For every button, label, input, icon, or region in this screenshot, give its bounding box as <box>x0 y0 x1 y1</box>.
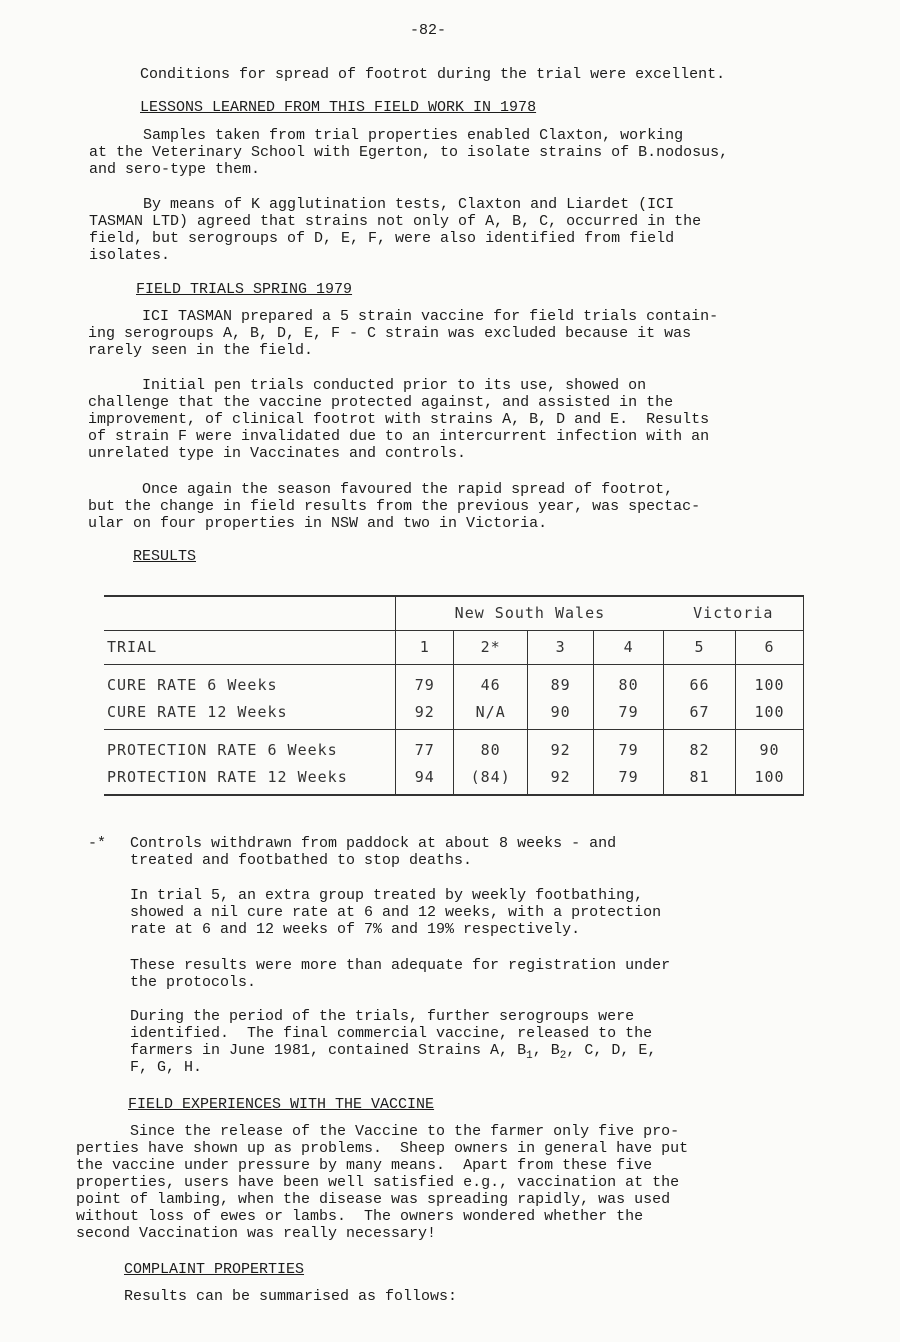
trial-number: 5 <box>664 631 736 665</box>
period-line-3-mid: , B <box>532 1042 560 1059</box>
paragraph-summarised: Results can be summarised as follows: <box>124 1288 458 1305</box>
table-row <box>104 730 804 765</box>
table-header-regions <box>104 596 804 631</box>
row-label: PROTECTION RATE 12 Weeks <box>104 764 396 795</box>
table-cell: 81 <box>664 764 736 795</box>
region-new-south-wales: New South Wales <box>396 596 664 631</box>
paragraph-conditions: Conditions for spread of footrot during the trial were excellent. <box>140 66 726 83</box>
table-cell: 79 <box>594 764 664 795</box>
table-cell: 89 <box>528 665 594 700</box>
trial-number: 4 <box>594 631 664 665</box>
footnote-controls: Controls withdrawn from paddock at about 8 weeks - and treated and footbathed to stop deaths. <box>130 835 617 869</box>
table-cell: 66 <box>664 665 736 700</box>
table-cell: 79 <box>396 665 454 700</box>
row-label: CURE RATE 6 Weeks <box>104 665 396 700</box>
period-line-1: During the period of the trials, further serogroups were <box>130 1008 635 1025</box>
table-cell: 82 <box>664 730 736 765</box>
table-cell: 67 <box>664 699 736 730</box>
paragraph-trial-5: In trial 5, an extra group treated by weekly footbathing, showed a nil cure rate at 6 and 12 weeks, with a protection rate at 6 and 12 weeks of 7% and 19% respectively. <box>130 887 662 938</box>
trial-number: 1 <box>396 631 454 665</box>
table-cell: 90 <box>736 730 804 765</box>
trial-number: 6 <box>736 631 804 665</box>
table-cell: 80 <box>454 730 528 765</box>
heading-complaint-properties: COMPLAINT PROPERTIES <box>124 1261 305 1278</box>
paragraph-agglutination: By means of K agglutination tests, Claxton and Liardet (ICI TASMAN LTD) agreed that strains not only of A, B, C, occurred in the field, but serogroups of D, E, F, were also identified from field isolates. <box>89 196 702 264</box>
results-table <box>104 595 804 796</box>
paragraph-season: Once again the season favoured the rapid spread of footrot, but the change in field results from the previous year, was spectac- ular on four properties in NSW and two in Victoria. <box>88 481 701 532</box>
period-line-2: identified. The final commercial vaccine, released to the <box>130 1025 653 1042</box>
subscript-1: 1 <box>526 1050 533 1062</box>
row-label: CURE RATE 12 Weeks <box>107 702 288 721</box>
table-row <box>104 764 804 795</box>
paragraph-since-release: Since the release of the Vaccine to the farmer only five pro- perties have shown up as problems. Sheep owners in general have put the vaccine under pressure by many means. Apart from these five properties, users have been well satisfied e.g., vaccination at the point of lambing, when the disease was spreading rapidly, was used without loss of ewes or lambs. The owners wondered whether the second Vaccination was really necessary! <box>76 1123 689 1242</box>
table-header-trials <box>104 631 804 665</box>
table-cell: 100 <box>736 665 804 700</box>
table-cell: 79 <box>594 730 664 765</box>
region-victoria: Victoria <box>664 596 804 631</box>
heading-field-experiences: FIELD EXPERIENCES WITH THE VACCINE <box>128 1096 435 1113</box>
table-cell: 94 <box>396 764 454 795</box>
paragraph-pen-trials: Initial pen trials conducted prior to its use, showed on challenge that the vaccine protected against, and assisted in the improvement, of clinical footrot with strains A, B, D and E. Results of strain F were invalidated due to an intercurrent infection with an unrelated type in Vaccinates and controls. <box>88 377 710 462</box>
subscript-2: 2 <box>559 1050 567 1062</box>
table-cell: 100 <box>736 764 804 795</box>
table-cell: N/A <box>454 699 528 730</box>
paragraph-trial-period <box>130 1008 656 1076</box>
paragraph-samples: Samples taken from trial properties enabled Claxton, working at the Veterinary School with Egerton, to isolate strains of B.nodosus, and sero-type them. <box>89 127 729 178</box>
trial-number: 3 <box>528 631 594 665</box>
period-line-3-end: , C, D, E, <box>566 1042 657 1059</box>
table-row <box>104 665 804 700</box>
table-cell: 46 <box>454 665 528 700</box>
table-cell: 100 <box>736 699 804 730</box>
period-line-4: F, G, H. <box>130 1059 203 1076</box>
paragraph-adequate: These results were more than adequate for registration under the protocols. <box>130 957 671 991</box>
heading-field-trials: FIELD TRIALS SPRING 1979 <box>136 281 353 298</box>
table-cell: 79 <box>594 699 664 730</box>
table-cell: 90 <box>528 699 594 730</box>
table-cell: 80 <box>594 665 664 700</box>
paragraph-ici-tasman: ICI TASMAN prepared a 5 strain vaccine for field trials contain- ing serogroups A, B, D, E, F - C strain was excluded because it was rarely seen in the field. <box>88 308 719 359</box>
table-cell: 92 <box>528 764 594 795</box>
table-cell: 92 <box>396 699 454 730</box>
trial-number: 2* <box>454 631 528 665</box>
heading-results: RESULTS <box>133 548 197 565</box>
period-line-3-start: farmers in June 1981, contained Strains A, B <box>130 1042 527 1059</box>
page-number: -82- <box>410 22 447 39</box>
trial-label: TRIAL <box>104 631 396 665</box>
table-cell: (84) <box>454 764 528 795</box>
heading-lessons-learned: LESSONS LEARNED FROM THIS FIELD WORK IN 1978 <box>140 99 537 116</box>
table-cell: 77 <box>396 730 454 765</box>
table-row <box>104 699 804 730</box>
row-label: PROTECTION RATE 6 Weeks <box>104 730 396 765</box>
table-cell: 92 <box>528 730 594 765</box>
footnote-mark: -* <box>88 835 107 852</box>
